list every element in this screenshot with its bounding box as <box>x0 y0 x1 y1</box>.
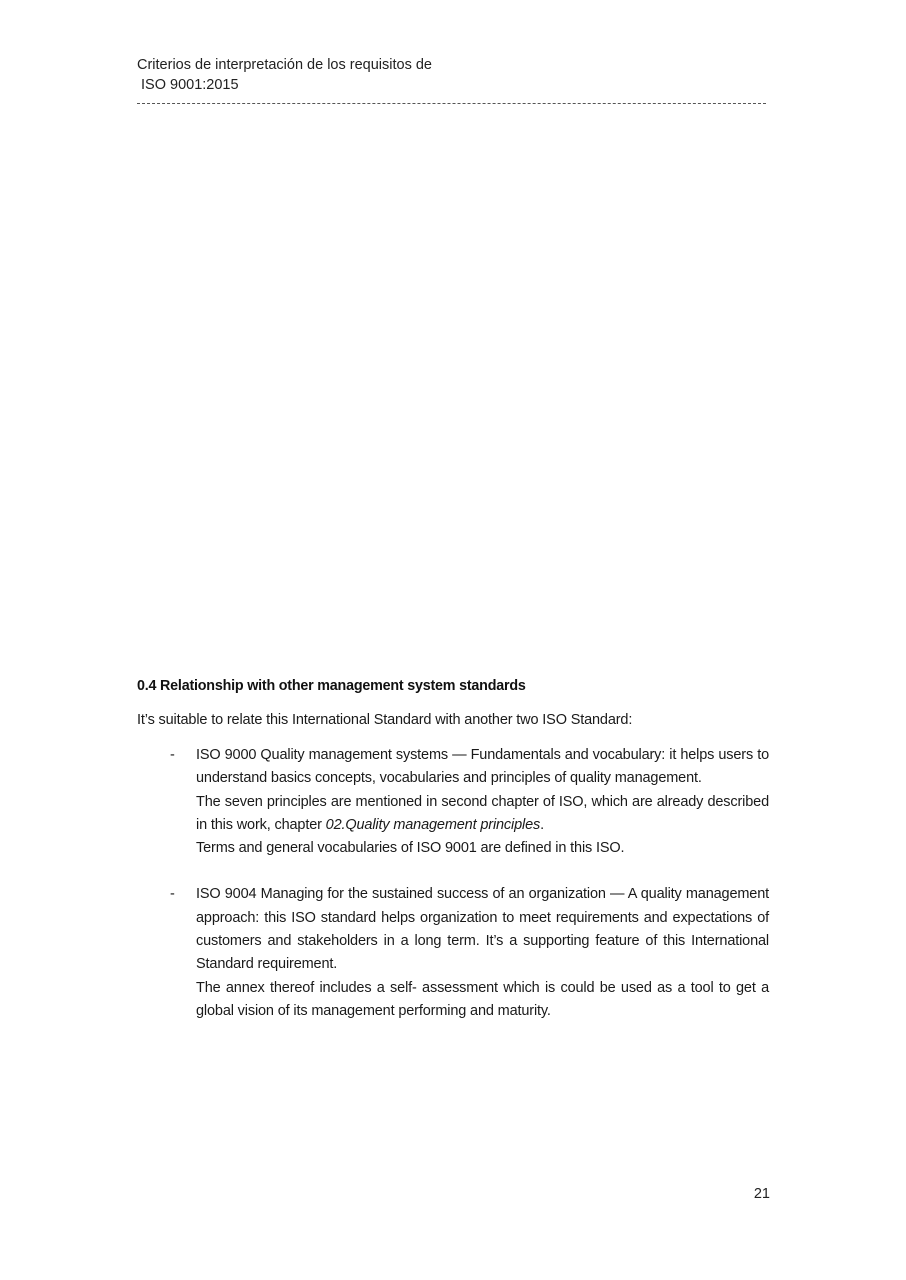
annex-note: The annex thereof includes a self- assessment which is could be used as a tool to get a global vision of its management performing and maturity. <box>196 979 769 1019</box>
principles-text: The seven principles are mentioned in second chapter of ISO, which are already described in this work, chapter <box>196 793 769 833</box>
section-0-4 <box>137 676 769 1023</box>
principles-reference <box>196 791 769 838</box>
chapter-reference: 02.Quality management principles <box>325 816 541 833</box>
dash-bullet-icon: - <box>170 747 175 763</box>
iso-9004-description: ISO 9004 Managing for the sustained success of an organization — A quality management approach: this ISO standard helps organization to meet requirements and expectations of customers and stakeholders in a long term. It’s a supporting feature of this International Standard requirement. <box>196 886 769 973</box>
dash-bullet-icon: - <box>170 886 175 903</box>
terms-note: Terms and general vocabularies of ISO 9001 are defined in this ISO. <box>196 840 625 857</box>
principles-text-end: . <box>540 816 544 833</box>
iso-9000-description: ISO 9000 Quality management systems — Fundamentals and vocabulary: it helps users to understand basics concepts, vocabularies and principles of quality management. <box>196 747 769 787</box>
list-item-iso-9000 <box>137 744 769 860</box>
section-intro: It’s suitable to relate this International Standard with another two ISO Standard: <box>137 712 633 728</box>
header-standard-line: ISO 9001:2015 <box>141 77 239 93</box>
page-number: 21 <box>753 1186 770 1202</box>
section-heading: 0.4 Relationship with other management system standards <box>137 678 526 694</box>
header-divider <box>137 103 766 104</box>
standards-list <box>137 744 769 1023</box>
list-item-iso-9004 <box>137 883 769 1023</box>
running-header <box>137 55 767 95</box>
header-title-line: Criterios de interpretación de los requisitos de <box>137 57 432 73</box>
